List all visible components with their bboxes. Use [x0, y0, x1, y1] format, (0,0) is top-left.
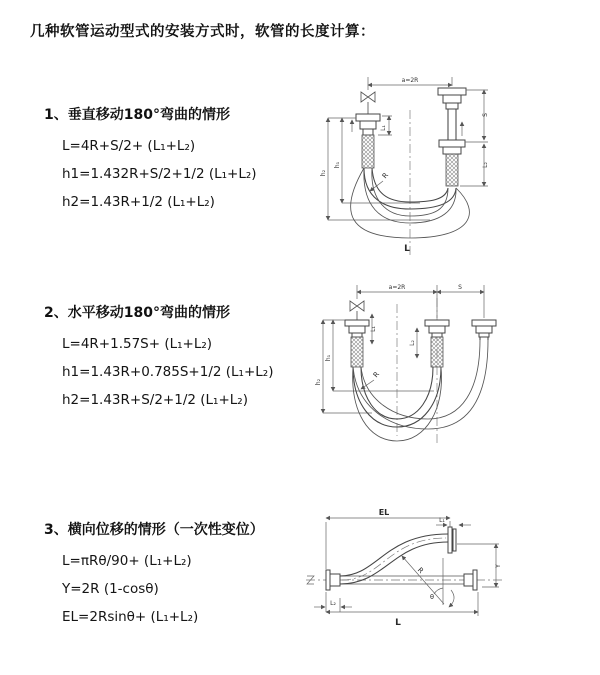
dim-label-h2: h₂: [320, 169, 327, 177]
theta-label: θ: [430, 593, 434, 601]
right-fitting: [438, 88, 466, 186]
dimension-l: [326, 592, 478, 628]
dim-label-h1: h₁: [334, 161, 341, 169]
upper-right-fitting: [448, 527, 456, 553]
dim-label-l1: L₁: [380, 125, 387, 131]
formula-line: Y=2R (1-cosθ): [62, 581, 159, 597]
dim-label-el: EL: [378, 508, 390, 517]
dim-label-s: S: [458, 284, 462, 291]
section-2-formulas: [62, 330, 319, 414]
dim-label-l1: L₁: [439, 517, 445, 524]
left-fitting: [345, 320, 369, 367]
dim-label-h1: h₁: [325, 354, 332, 362]
diagram-vertical-180-bend: [312, 70, 590, 270]
left-fitting: [326, 570, 340, 590]
dim-label-l1: L₁: [370, 326, 377, 332]
formula-line: L=πRθ/90+ (L₁+L₂): [62, 553, 192, 569]
page-title: 几种软管运动型式的安装方式时，软管的长度计算：: [30, 24, 375, 40]
dimension-l2: [409, 328, 417, 358]
dimension-l1: [436, 517, 471, 525]
dimension-el: [326, 508, 450, 569]
formula-line: L=4R+1.57S+ (L₁+L₂): [62, 336, 213, 352]
dimension-l1: [370, 314, 377, 344]
valve-icon: [361, 92, 375, 114]
radius-construction: [402, 556, 454, 607]
diagram-lateral-displacement: [298, 498, 600, 658]
right-fitting-axis: [464, 570, 477, 590]
length-label: L: [395, 618, 401, 628]
dim-label-l2: L₂: [409, 340, 416, 346]
formula-line: L=4R+S/2+ (L₁+L₂): [62, 138, 196, 154]
section-1-formulas: [62, 132, 319, 216]
dim-label-l2: L₂: [330, 600, 336, 607]
hose-u-bends: [353, 340, 488, 441]
radius-label: R: [380, 171, 391, 181]
formula-line: h1=1.432R+S/2+1/2 (L₁+L₂): [62, 166, 257, 182]
dim-label-a2r: a=2R: [401, 77, 419, 84]
section-horizontal-180: [44, 302, 319, 414]
dimension-h2: [315, 320, 372, 413]
radius-label: R: [415, 566, 425, 576]
formula-line: EL=2Rsinθ+ (L₁+L₂): [62, 609, 199, 625]
dimension-l2: [314, 592, 352, 612]
diagram-horizontal-180-bend: [312, 278, 590, 473]
section-3-formulas: [62, 547, 319, 631]
hose-displaced-position: [340, 534, 448, 584]
dim-label-a2r: a=2R: [388, 284, 406, 291]
formula-line: h2=1.43R+1/2 (L₁+L₂): [62, 194, 215, 210]
section-2-heading: 2、水平移动180°弯曲的情形: [44, 305, 230, 321]
dimension-h1: [323, 320, 434, 391]
formula-line: h1=1.43R+0.785S+1/2 (L₁+L₂): [62, 364, 274, 380]
dimension-s: [437, 284, 484, 292]
radius-label: R: [371, 370, 382, 380]
dimension-s: [460, 90, 489, 186]
dimension-l2: [482, 144, 489, 186]
dim-label-h2: h₂: [315, 378, 322, 386]
dim-label-l2: L₂: [482, 162, 489, 168]
right-fitting-moved-position: [472, 320, 496, 340]
dimension-a2r: [357, 284, 484, 318]
formula-line: h2=1.43R+S/2+1/2 (L₁+L₂): [62, 392, 248, 408]
left-fitting: [356, 114, 380, 168]
section-lateral-offset: [44, 519, 319, 631]
dim-label-s: S: [482, 113, 489, 117]
middle-fitting: [425, 320, 449, 367]
section-vertical-180: [44, 104, 319, 216]
valve-icon: [350, 301, 364, 320]
section-3-heading: 3、横向位移的情形（一次性变位）: [44, 522, 264, 538]
section-1-heading: 1、垂直移动180°弯曲的情形: [44, 107, 230, 123]
length-label: L: [404, 244, 410, 254]
dim-label-y: Y: [495, 564, 502, 568]
